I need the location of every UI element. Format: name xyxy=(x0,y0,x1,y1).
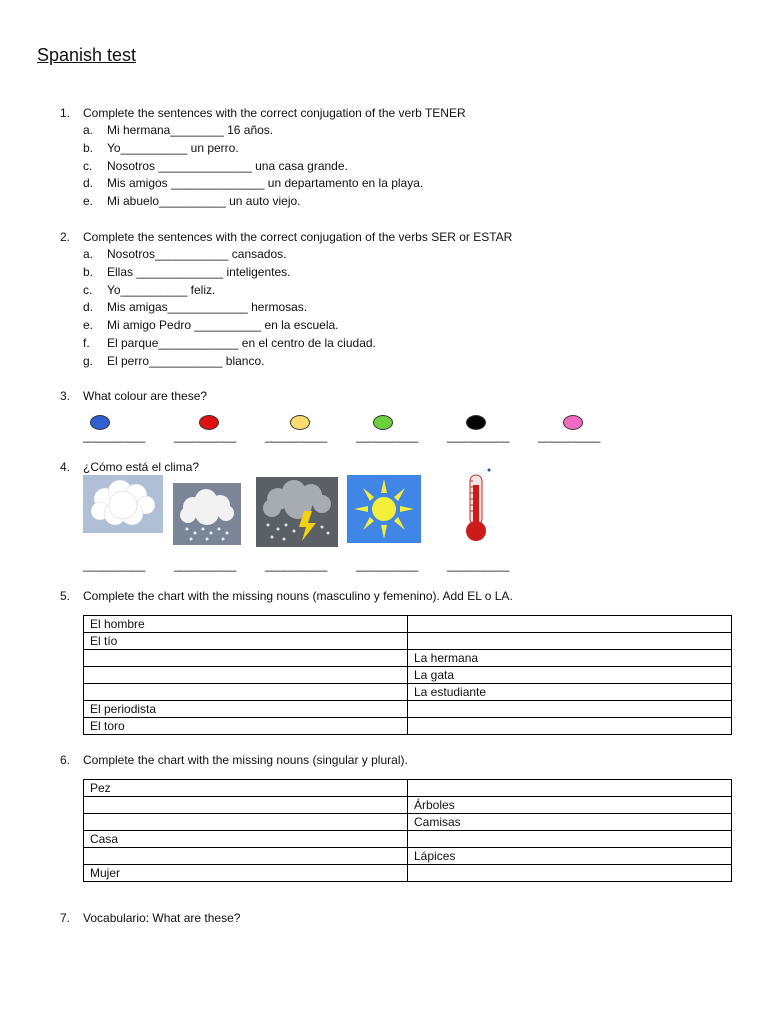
table-cell[interactable] xyxy=(84,797,408,814)
item-letter: c. xyxy=(83,158,93,173)
table-cell[interactable] xyxy=(84,650,408,667)
table-cell[interactable] xyxy=(84,684,408,701)
pink-dot-icon xyxy=(563,415,583,430)
table-row xyxy=(84,718,732,735)
yellow-dot-icon xyxy=(290,415,310,430)
item-letter: b. xyxy=(83,140,94,155)
table-row xyxy=(84,650,732,667)
item-text: Mi hermana________ 16 años. xyxy=(107,123,274,137)
question-text: ¿Cómo está el clima? xyxy=(83,460,200,474)
item-letter: d. xyxy=(83,176,94,191)
question-2 xyxy=(0,228,768,371)
table-cell[interactable] xyxy=(408,831,732,848)
answer-blank: __________ xyxy=(83,429,145,443)
question-text: Complete the chart with the missing nouns (singular y plural). xyxy=(83,753,408,767)
question-text: Complete the chart with the missing nouns (masculino y femenino). Add EL o LA. xyxy=(83,589,513,603)
item-letter: g. xyxy=(83,353,94,368)
question-3 xyxy=(0,387,768,405)
table-cell[interactable] xyxy=(408,701,732,718)
question-number: 5. xyxy=(60,589,71,603)
thermometer-icon xyxy=(458,467,498,543)
rain-cloud-icon xyxy=(173,483,241,545)
table-cell[interactable] xyxy=(84,848,408,865)
question-number: 4. xyxy=(60,460,71,474)
table-row xyxy=(84,848,732,865)
answer-blank: __________ xyxy=(538,429,600,443)
answer-blank: __________ xyxy=(174,558,236,572)
table-row xyxy=(84,865,732,882)
question-7 xyxy=(0,909,768,927)
sun-icon xyxy=(347,475,421,543)
item-text: Yo__________ un perro. xyxy=(107,140,239,155)
question-5 xyxy=(0,587,768,605)
table-cell[interactable]: Mujer xyxy=(84,865,408,882)
table-cell[interactable]: Pez xyxy=(84,780,408,797)
table-row xyxy=(84,633,732,650)
item-text: El perro___________ blanco. xyxy=(107,353,265,368)
answer-blank: __________ xyxy=(356,558,418,572)
table-row xyxy=(84,667,732,684)
table-cell[interactable] xyxy=(84,814,408,831)
table-cell[interactable]: Camisas xyxy=(408,814,732,831)
cloud-icon xyxy=(83,475,163,533)
item-text: Mi abuelo__________ un auto viejo. xyxy=(107,194,301,209)
answer-blank: __________ xyxy=(83,558,145,572)
storm-cloud-icon xyxy=(256,477,338,547)
question-number: 1. xyxy=(60,106,71,120)
table-cell[interactable]: Lápices xyxy=(408,848,732,865)
table-cell[interactable] xyxy=(84,667,408,684)
answer-blank: __________ xyxy=(356,429,418,443)
table-cell[interactable] xyxy=(408,718,732,735)
table-row xyxy=(84,616,732,633)
table-row xyxy=(84,684,732,701)
black-dot-icon xyxy=(466,415,486,430)
item-letter: a. xyxy=(83,247,94,261)
question-text: Complete the sentences with the correct conjugation of the verb TENER xyxy=(83,106,466,120)
table-cell[interactable]: Casa xyxy=(84,831,408,848)
table-cell[interactable] xyxy=(408,865,732,882)
table-cell[interactable] xyxy=(408,616,732,633)
item-text: El parque____________ en el centro de la ciudad. xyxy=(107,335,376,350)
question-6 xyxy=(0,751,768,769)
item-text: Mis amigas____________ hermosas. xyxy=(107,300,308,315)
gender-nouns-table xyxy=(83,615,732,735)
table-cell[interactable] xyxy=(408,633,732,650)
table-row xyxy=(84,797,732,814)
question-text: Complete the sentences with the correct conjugation of the verbs SER or ESTAR xyxy=(83,230,513,244)
table-cell[interactable]: Árboles xyxy=(408,797,732,814)
item-text: Mis amigos ______________ un departamento en la playa. xyxy=(107,176,424,191)
question-number: 7. xyxy=(60,911,71,925)
table-cell[interactable]: El periodista xyxy=(84,701,408,718)
table-row xyxy=(84,701,732,718)
question-1 xyxy=(0,104,768,211)
item-letter: e. xyxy=(83,318,94,333)
table-cell[interactable]: La gata xyxy=(408,667,732,684)
question-text: What colour are these? xyxy=(83,389,208,403)
item-letter: d. xyxy=(83,300,94,315)
item-text: Mi amigo Pedro __________ en la escuela. xyxy=(107,318,339,333)
table-cell[interactable]: El hombre xyxy=(84,616,408,633)
red-dot-icon xyxy=(199,415,219,430)
page-title: Spanish test xyxy=(37,45,137,65)
item-text: Yo__________ feliz. xyxy=(107,282,216,297)
table-row xyxy=(84,814,732,831)
question-number: 2. xyxy=(60,230,71,244)
item-letter: c. xyxy=(83,282,93,297)
table-cell[interactable]: El tío xyxy=(84,633,408,650)
table-row xyxy=(84,780,732,797)
item-letter: b. xyxy=(83,264,94,279)
table-cell[interactable] xyxy=(408,780,732,797)
item-text: Nosotros ______________ una casa grande. xyxy=(107,158,348,173)
question-text: Vocabulario: What are these? xyxy=(83,911,241,925)
question-4 xyxy=(0,458,768,476)
item-letter: a. xyxy=(83,123,94,137)
answer-blank: __________ xyxy=(265,429,327,443)
green-dot-icon xyxy=(373,415,393,430)
item-letter: f. xyxy=(83,335,90,350)
table-cell[interactable]: La hermana xyxy=(408,650,732,667)
item-text: Ellas _____________ inteligentes. xyxy=(107,264,291,279)
answer-blank: __________ xyxy=(447,429,509,443)
question-number: 3. xyxy=(60,389,71,403)
answer-blank: __________ xyxy=(447,558,509,572)
item-letter: e. xyxy=(83,194,94,209)
plural-nouns-table xyxy=(83,779,732,882)
table-cell[interactable]: La estudiante xyxy=(408,684,732,701)
blue-dot-icon xyxy=(90,415,110,430)
color-row xyxy=(0,415,768,445)
table-cell[interactable]: El toro xyxy=(84,718,408,735)
item-text: Nosotros___________ cansados. xyxy=(107,247,287,261)
table-row xyxy=(84,831,732,848)
weather-row xyxy=(0,475,768,575)
question-number: 6. xyxy=(60,753,71,767)
answer-blank: __________ xyxy=(265,558,327,572)
answer-blank: __________ xyxy=(174,429,236,443)
